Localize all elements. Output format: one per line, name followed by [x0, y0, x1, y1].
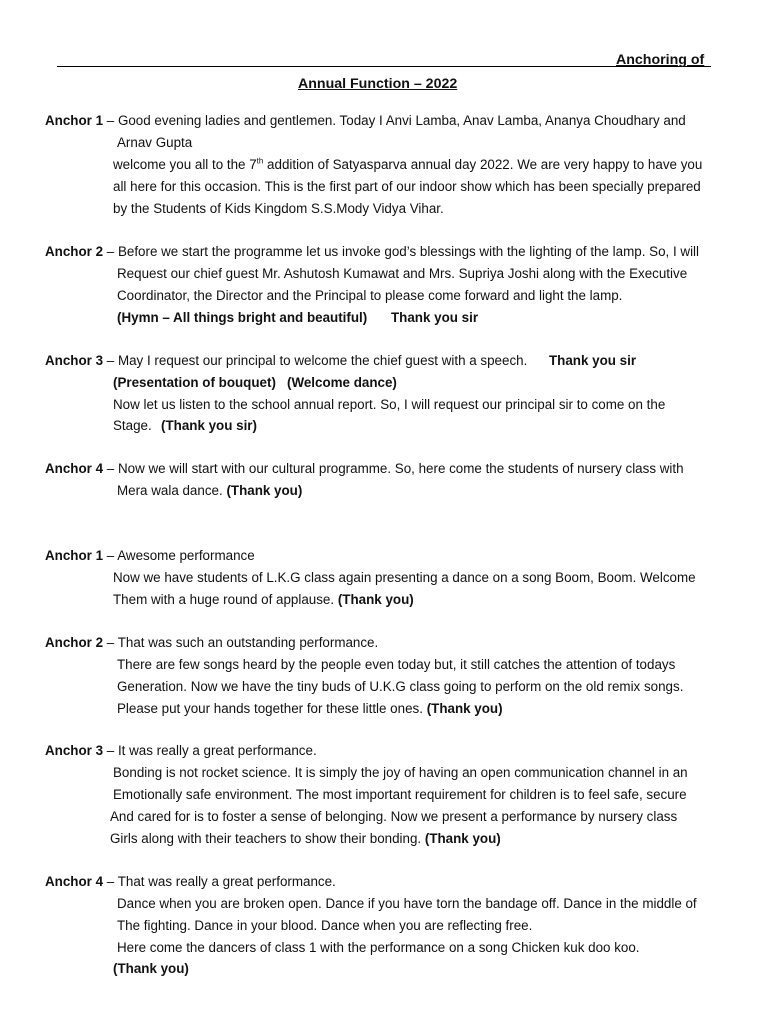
line-text: Now we have students of L.K.G class again presenting a dance on a song Boom, Boom. Welcome	[113, 570, 696, 585]
line-text: all here for this occasion. This is the first part of our indoor show which has been specially prepared	[113, 179, 701, 194]
line-text: – It was really a great performance.	[106, 743, 317, 758]
line-text: Here come the dancers of class 1 with the performance on a song Chicken kuk doo koo.	[117, 940, 640, 955]
speaker-label: Anchor 1	[45, 548, 104, 563]
text-line	[45, 742, 317, 760]
ordinal-suffix: th	[256, 156, 264, 166]
line-text: Girls along with their teachers to show their bonding.	[110, 831, 422, 846]
line-text: There are few songs heard by the people even today but, it still catches the attention of todays	[117, 657, 676, 672]
line-text: – Before we start the programme let us invoke god’s blessings with the lighting of the lamp. So, I will	[106, 244, 699, 259]
line-text: And cared for is to foster a sense of belonging. Now we present a performance by nursery class	[110, 809, 678, 824]
stage-direction: (Thank you)	[113, 961, 189, 976]
line-text: Now let us listen to the school annual report. So, I will request our principal sir to come on the	[113, 397, 666, 412]
line-text: Bonding is not rocket science. It is simply the joy of having an open communication channel in an	[113, 765, 688, 780]
title-line-2: Annual Function – 2022	[298, 76, 458, 92]
line-text: The fighting. Dance in your blood. Dance when you are reflecting free.	[117, 918, 533, 933]
line-text: – That was such an outstanding performance.	[106, 635, 379, 650]
speaker-label: Anchor 2	[45, 244, 104, 259]
line-text: Mera wala dance.	[117, 483, 223, 498]
text-line	[45, 243, 699, 261]
text-line	[45, 112, 686, 130]
line-text: Dance when you are broken open. Dance if you have torn the bandage off. Dance in the middle of	[117, 896, 697, 911]
line-text: by the Students of Kids Kingdom S.S.Mody Vidya Vihar.	[113, 201, 444, 216]
line-text: Stage.	[113, 418, 152, 433]
stage-direction: (Thank you)	[426, 701, 503, 716]
line-text: Coordinator, the Director and the Principal to please come forward and light the lamp.	[117, 288, 623, 303]
stage-direction: (Presentation of bouquet)	[113, 375, 276, 390]
line-text: Please put your hands together for these little ones.	[117, 701, 423, 716]
speaker-label: Anchor 4	[45, 461, 104, 476]
stage-direction: (Thank you)	[424, 831, 501, 846]
stage-direction: (Thank you)	[337, 592, 414, 607]
stage-direction: Thank you sir	[549, 353, 637, 368]
stage-direction: (Hymn – All things bright and beautiful)	[117, 310, 368, 325]
line-text: Them with a huge round of applause.	[113, 592, 335, 607]
stage-direction: (Thank you sir)	[161, 418, 257, 433]
text-line	[117, 700, 503, 718]
line-text: Emotionally safe environment. The most important requirement for children is to feel safe, secure	[113, 787, 687, 802]
speaker-label: Anchor 3	[45, 353, 104, 368]
title-line-1: Anchoring of	[616, 52, 705, 68]
text-line	[45, 873, 336, 891]
text-line	[45, 634, 378, 652]
stage-direction: (Welcome dance)	[287, 375, 397, 390]
line-text: – That was really a great performance.	[106, 874, 336, 889]
text-line	[45, 547, 255, 565]
line-text: Generation. Now we have the tiny buds of U.K.G class going to perform on the old remix songs.	[117, 679, 684, 694]
stage-direction: (Thank you)	[226, 483, 303, 498]
line-text: – Good evening ladies and gentlemen. Today I Anvi Lamba, Anav Lamba, Ananya Choudhary and	[106, 113, 686, 128]
speaker-label: Anchor 4	[45, 874, 104, 889]
speaker-label: Anchor 2	[45, 635, 104, 650]
line-text: – Now we will start with our cultural programme. So, here come the students of nursery class with	[106, 461, 684, 476]
speaker-label: Anchor 3	[45, 743, 104, 758]
text-line	[110, 830, 501, 848]
header-rule	[57, 66, 711, 67]
stage-direction: Thank you sir	[391, 310, 479, 325]
text-line	[113, 591, 414, 609]
line-text: addition of Satyasparva annual day 2022. We are very happy to have you	[263, 157, 703, 172]
line-text: welcome you all to the 7	[113, 157, 257, 172]
line-text: – Awesome performance	[106, 548, 255, 563]
text-line	[113, 156, 702, 174]
speaker-label: Anchor 1	[45, 113, 104, 128]
line-text: Arnav Gupta	[117, 135, 193, 150]
text-line	[45, 352, 527, 370]
line-text: Request our chief guest Mr. Ashutosh Kumawat and Mrs. Supriya Joshi along with the Executive	[117, 266, 688, 281]
line-text: – May I request our principal to welcome the chief guest with a speech.	[106, 353, 528, 368]
text-line	[45, 460, 684, 478]
text-line	[117, 482, 302, 500]
